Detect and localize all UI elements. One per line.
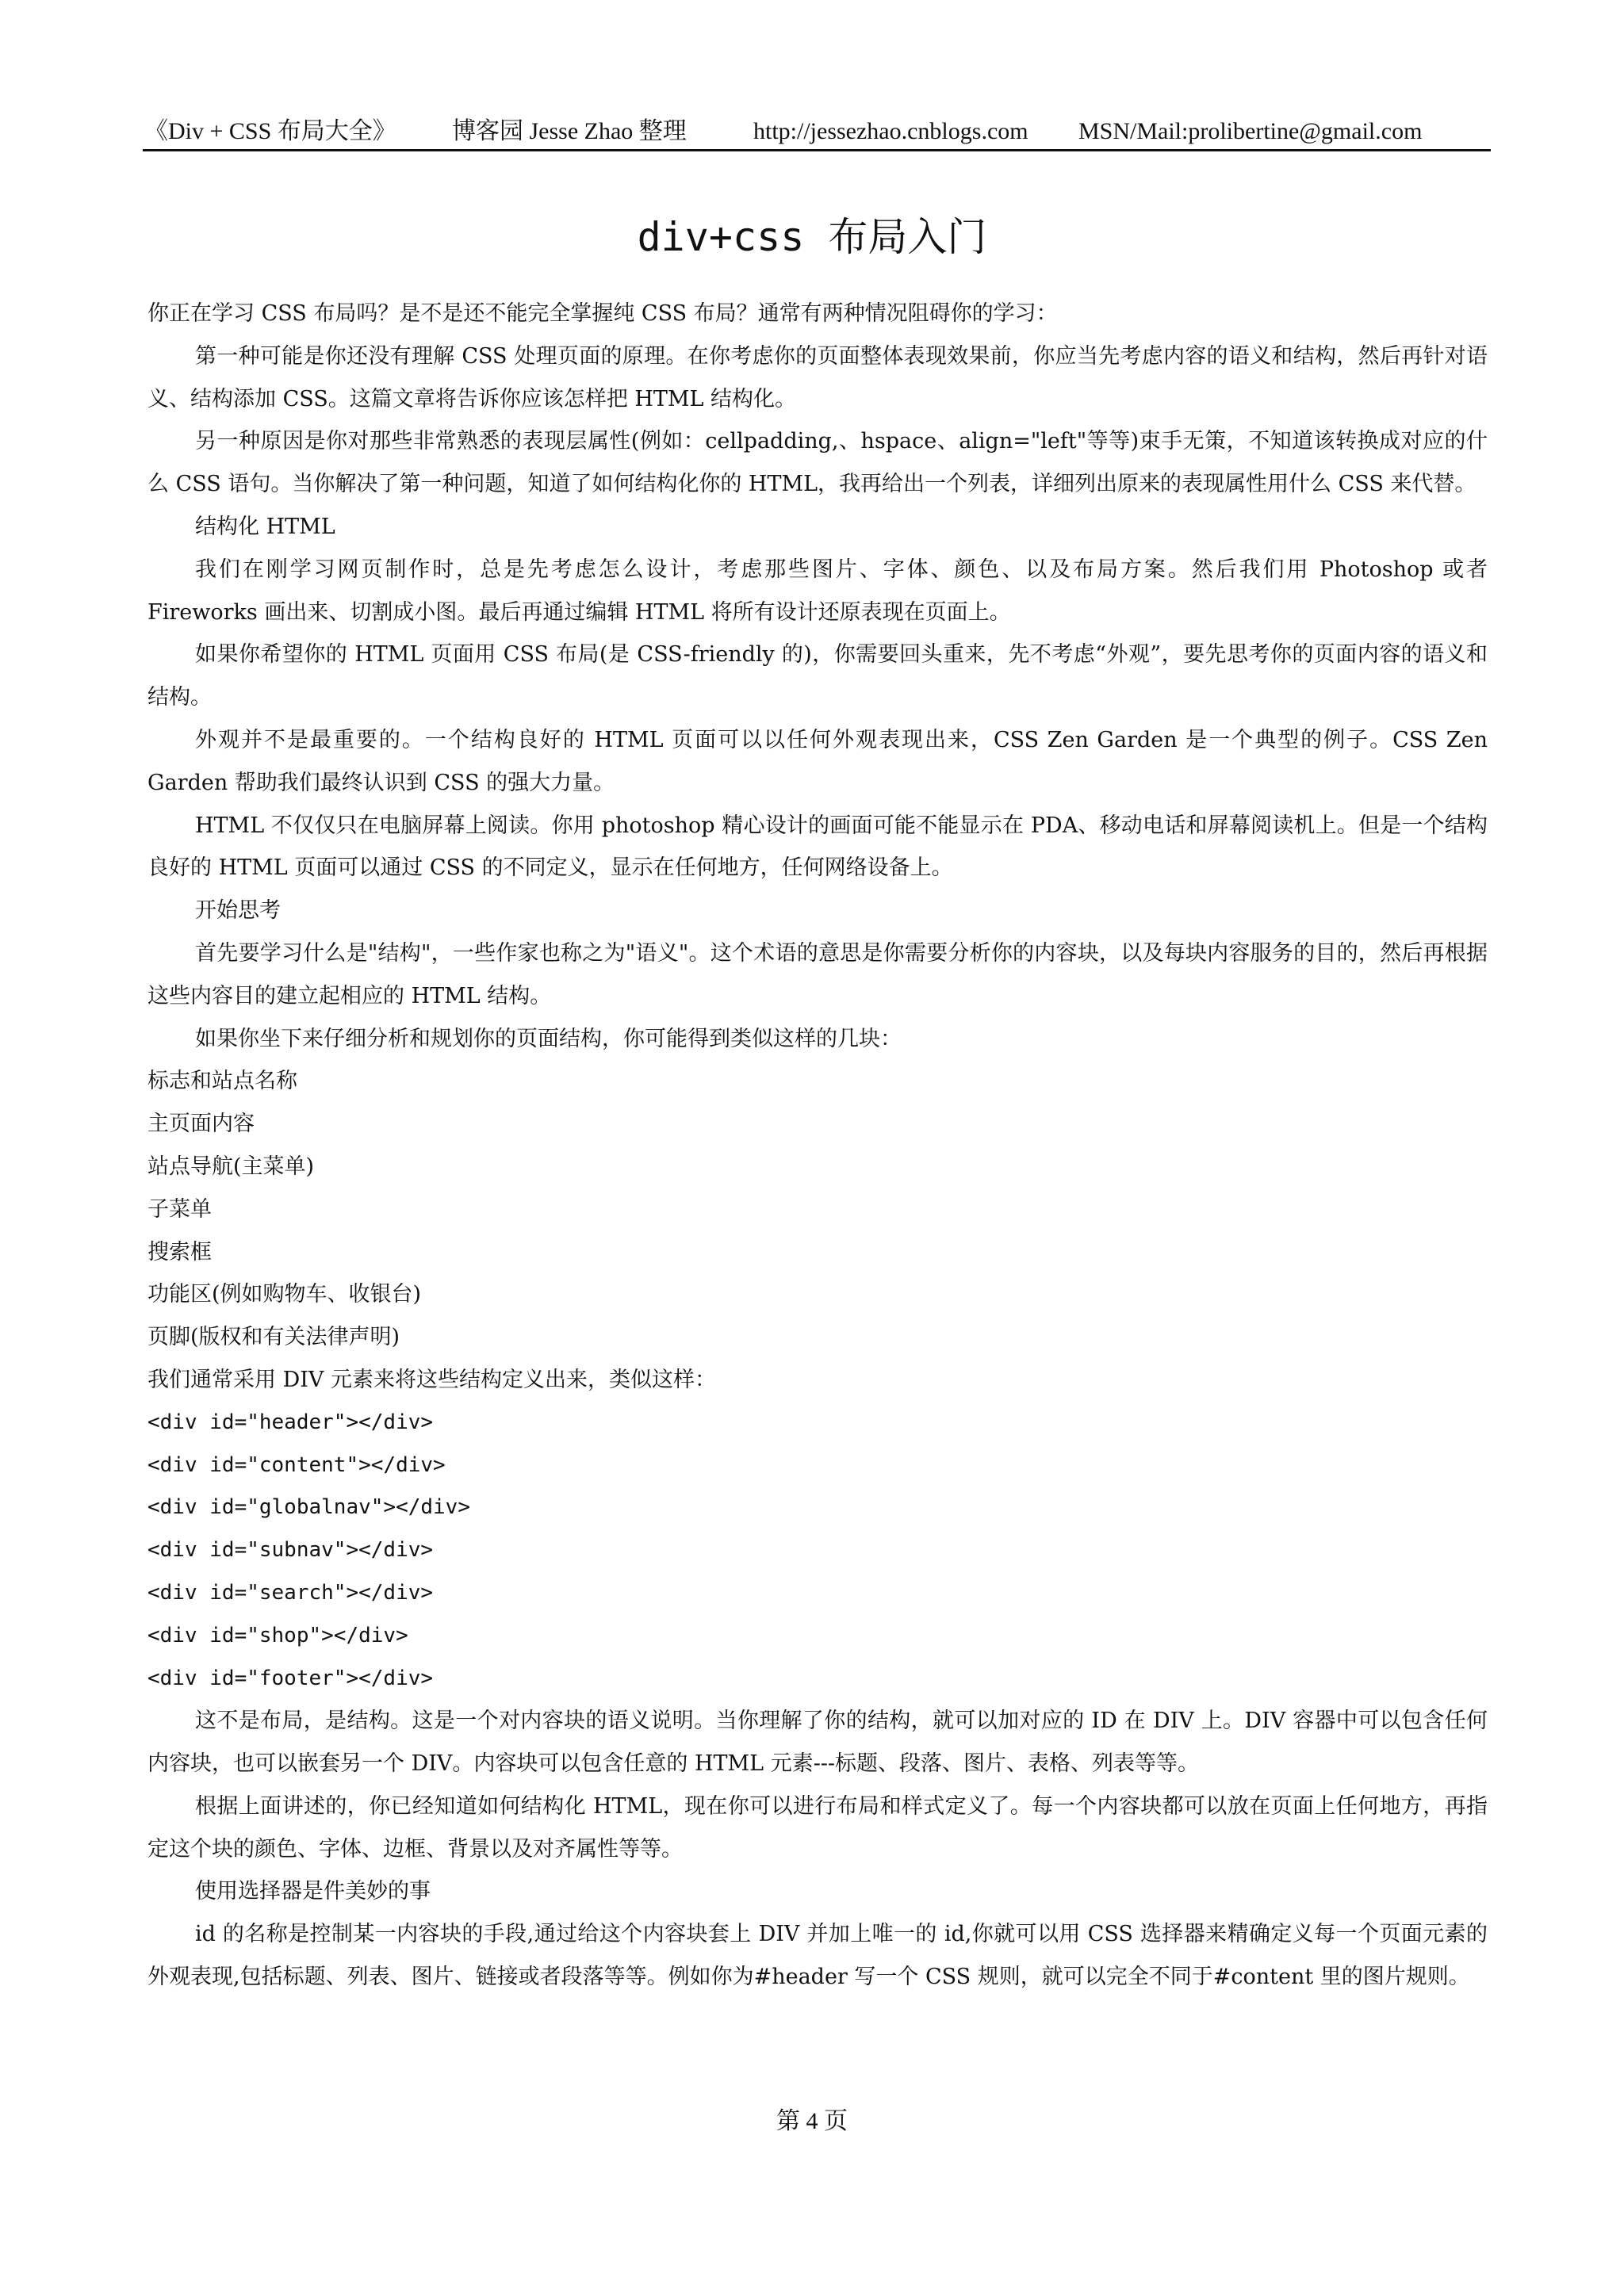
header-contact: MSN/Mail:prolibertine@gmail.com [1078,118,1423,144]
code-line: <div id="shop"></div> [147,1623,408,1647]
header-url: http://jessezhao.cnblogs.com [753,118,1028,144]
list-item: 主页面内容 [147,1112,255,1137]
paragraph: 根据上面讲述的，你已经知道如何结构化 HTML，现在你可以进行布局和样式定义了。每一个内容块都可以放在页面上任何地方，再指定这个块的颜色、字体、边框、背景以及对齐属性等等。 [147,1793,1488,1862]
header-author: 博客园 Jesse Zhao 整理 [452,118,687,144]
code-line: <div id="globalnav"></div> [147,1495,470,1520]
paragraph: 第一种可能是你还没有理解 CSS 处理页面的原理。在你考虑你的页面整体表现效果前，你应当先考虑内容的语义和结构，然后再针对语义、结构添加 CSS。这篇文章将告诉你应该怎样把 HTML 结构化。 [147,343,1488,411]
paragraph: 首先要学习什么是"结构"，一些作家也称之为"语义"。这个术语的意思是你需要分析你的内容块，以及每块内容服务的目的，然后再根据这些内容目的建立起相应的 HTML 结构。 [147,940,1488,1008]
code-line: <div id="subnav"></div> [147,1538,434,1563]
paragraph: 如果你希望你的 HTML 页面用 CSS 布局(是 CSS-friendly 的)，你需要回头重来，先不考虑“外观”，要先思考你的页面内容的语义和结构。 [147,642,1488,710]
section-heading: 使用选择器是件美妙的事 [195,1879,431,1904]
article-body [147,293,1488,1999]
paragraph-intro: 你正在学习 CSS 布局吗？是不是还不能完全掌握纯 CSS 布局？通常有两种情况阻碍你的学习： [147,301,1058,326]
section-heading: 开始思考 [195,898,281,924]
paragraph: 外观并不是最重要的。一个结构良好的 HTML 页面可以以任何外观表现出来，CSS Zen Garden 是一个典型的例子。CSS Zen Garden 帮助我们最终认识到 CSS 的强大力量。 [147,727,1488,795]
code-line: <div id="footer"></div> [147,1666,434,1690]
paragraph: id 的名称是控制某一内容块的手段,通过给这个内容块套上 DIV 并加上唯一的 id,你就可以用 CSS 选择器来精确定义每一个页面元素的外观表现,包括标题、列表、图片、链接或者段落等等。例如你为#header 写一个 CSS 规则，就可以完全不同于#content 里的图片规则。 [147,1922,1488,1990]
header-rule [143,149,1491,151]
code-line: <div id="header"></div> [147,1410,434,1434]
list-item: 功能区(例如购物车、收银台) [147,1282,422,1307]
paragraph: HTML 不仅仅只在电脑屏幕上阅读。你用 photoshop 精心设计的画面可能不能显示在 PDA、移动电话和屏幕阅读机上。但是一个结构良好的 HTML 页面可以通过 CSS 的不同定义，显示在任何地方，任何网络设备上。 [147,813,1488,881]
page-number: 第 4 页 [776,2108,848,2134]
list-item: 页脚(版权和有关法律声明) [147,1325,400,1350]
list-item: 搜索框 [147,1239,212,1265]
paragraph: 我们通常采用 DIV 元素来将这些结构定义出来，类似这样： [147,1367,716,1392]
list-item: 站点导航(主菜单) [147,1154,315,1179]
paragraph: 我们在刚学习网页制作时，总是先考虑怎么设计，考虑那些图片、字体、颜色、以及布局方案。然后我们用 Photoshop 或者 Fireworks 画出来、切割成小图。最后再通过编辑 HTML 将所有设计还原表现在页面上。 [147,557,1488,625]
paragraph: 这不是布局，是结构。这是一个对内容块的语义说明。当你理解了你的结构，就可以加对应的 ID 在 DIV 上。DIV 容器中可以包含任何内容块，也可以嵌套另一个 DIV。内容块可以包含任意的 HTML 元素---标题、段落、图片、表格、列表等等。 [147,1709,1488,1777]
list-item: 标志和站点名称 [147,1069,297,1094]
page-title: div+css 布局入门 [637,214,987,260]
code-line: <div id="content"></div> [147,1452,446,1477]
list-item: 子菜单 [147,1196,212,1222]
running-header [144,109,1488,154]
paragraph: 另一种原因是你对那些非常熟悉的表现层属性(例如：cellpadding,、hspace、align="left"等等)束手无策，不知道该转换成对应的什么 CSS 语句。当你解决了第一种问题，知道了如何结构化你的 HTML，我再给出一个列表，详细列出原来的表现属性用什么 CSS 来代替。 [147,429,1488,497]
paragraph: 如果你坐下来仔细分析和规划你的页面结构，你可能得到类似这样的几块： [195,1026,902,1051]
header-book-title: 《Div + CSS 布局大全》 [144,118,396,144]
section-heading: 结构化 HTML [195,514,335,539]
code-line: <div id="search"></div> [147,1580,434,1605]
